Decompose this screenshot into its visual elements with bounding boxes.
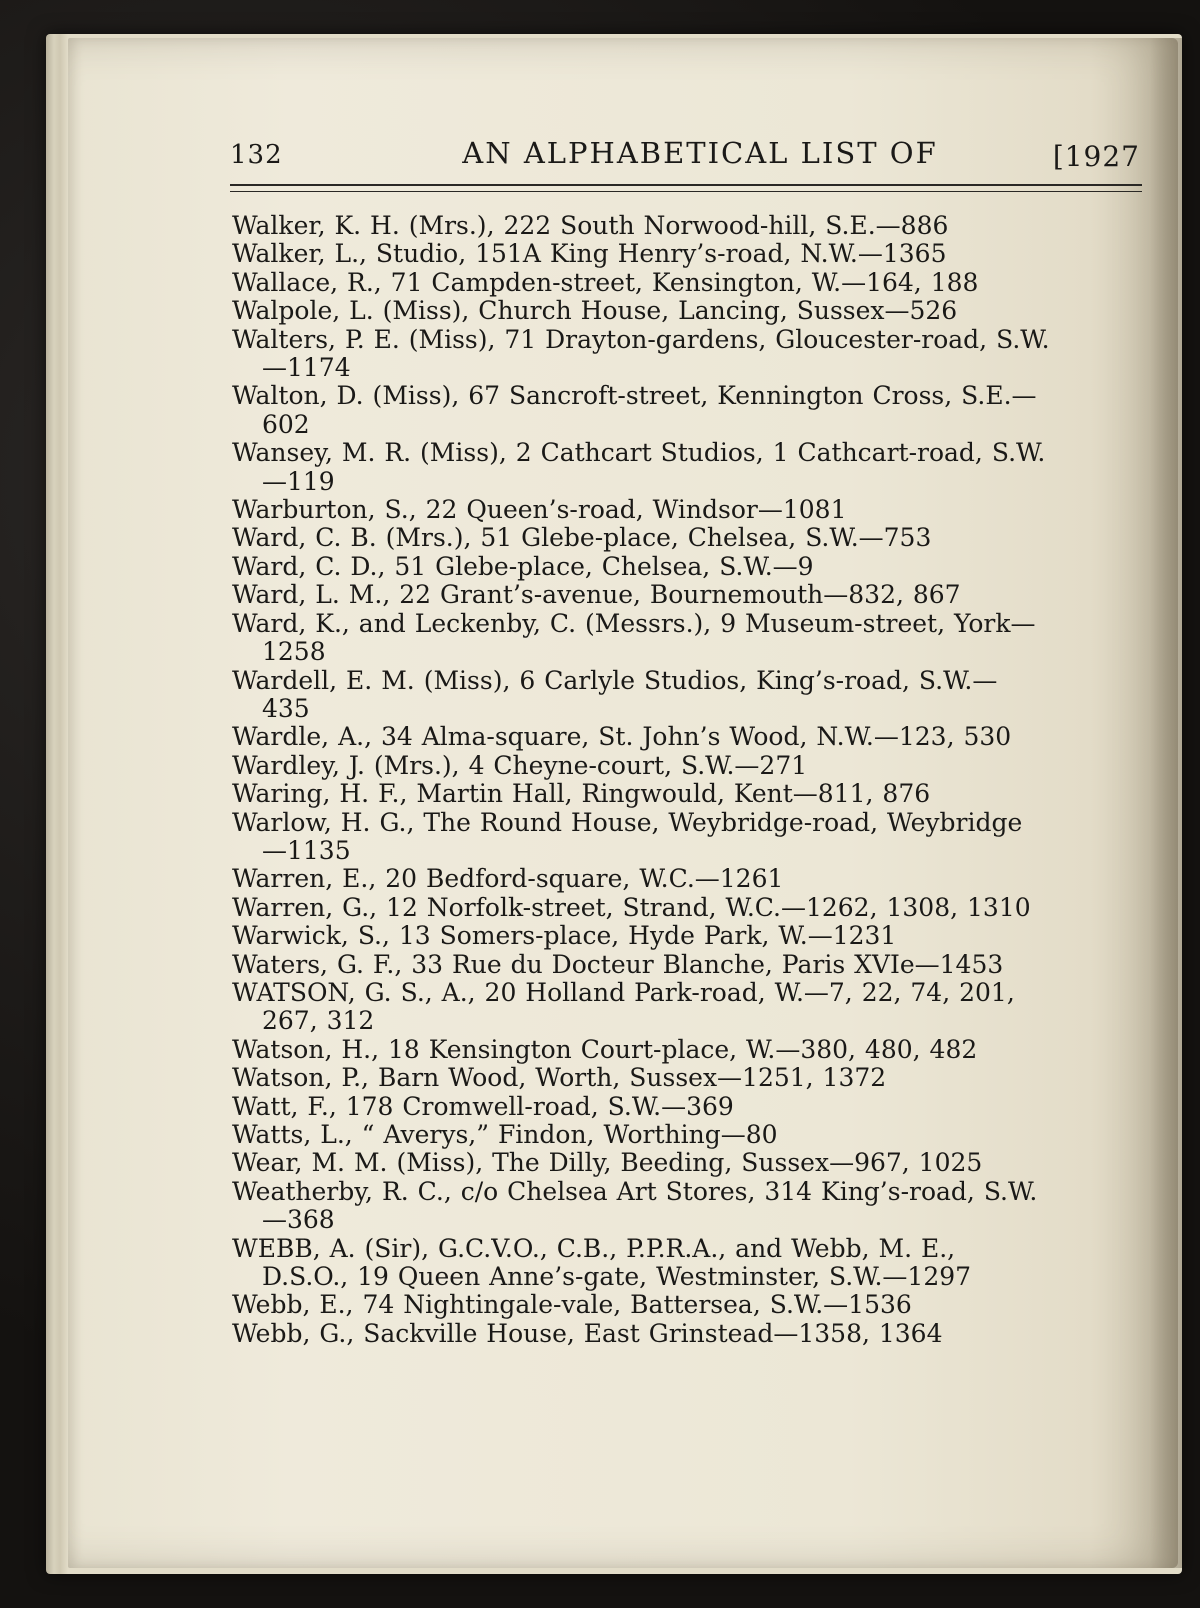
entry-continuation: 435 (262, 693, 310, 723)
entry-line: Webb, G., Sackville House, East Grinstead—1358, 1364 (232, 1318, 943, 1348)
entry-line: Ward, K., and Leckenby, C. (Messrs.), 9 Museum-street, York— (232, 608, 1036, 638)
list-item (232, 809, 1152, 866)
list-item (232, 326, 1152, 383)
entry-line: Warren, G., 12 Norfolk-street, Strand, W.C.—1262, 1308, 1310 (232, 892, 1031, 922)
entry-continuation: 602 (262, 409, 310, 439)
list-item (232, 951, 1152, 979)
entry-continuation: 267, 312 (262, 1006, 375, 1036)
entry-line: Waring, H. F., Martin Hall, Ringwould, Kent—811, 876 (232, 779, 931, 809)
entry-line: Walker, K. H. (Mrs.), 222 South Norwood-hill, S.E.—886 (232, 211, 949, 240)
entry-continuation: D.S.O., 19 Queen Anne’s-gate, Westminster, S.W.—1297 (262, 1262, 972, 1292)
list-item (232, 269, 1152, 297)
entry-line: Wardley, J. (Mrs.), 4 Cheyne-court, S.W.—271 (232, 750, 808, 780)
entry-line: Walpole, L. (Miss), Church House, Lancing, Sussex—526 (232, 296, 958, 326)
list-item (232, 581, 1152, 609)
entry-line: WATSON, G. S., A., 20 Holland Park-road, W.—7, 22, 74, 201, (232, 977, 1015, 1007)
page-header (230, 136, 1140, 180)
entry-line: Watson, H., 18 Kensington Court-place, W.—380, 480, 482 (232, 1034, 978, 1064)
list-item (232, 1291, 1152, 1319)
list-item (232, 1320, 1152, 1348)
entry-list (232, 212, 1152, 1348)
list-item (232, 922, 1152, 950)
list-item (232, 865, 1152, 893)
list-item (232, 553, 1152, 581)
list-item (232, 752, 1152, 780)
list-item (232, 496, 1152, 524)
entry-line: Webb, E., 74 Nightingale-vale, Battersea, S.W.—1536 (232, 1290, 912, 1320)
entry-line: Waters, G. F., 33 Rue du Docteur Blanche, Paris XVIe—1453 (232, 949, 1004, 979)
year-label: [1927 (1052, 140, 1140, 173)
list-item (232, 610, 1152, 667)
entry-line: Weatherby, R. C., c/o Chelsea Art Stores, 314 King’s-road, S.W. (232, 1176, 1038, 1206)
entry-line: Watson, P., Barn Wood, Worth, Sussex—1251, 1372 (232, 1063, 887, 1093)
list-item (232, 1178, 1152, 1235)
entry-line: Watts, L., “ Averys,” Findon, Worthing—80 (232, 1120, 778, 1149)
list-item (232, 1235, 1152, 1292)
list-item (232, 979, 1152, 1036)
list-item (232, 723, 1152, 751)
list-item (232, 1093, 1152, 1121)
list-item (232, 524, 1152, 552)
entry-line: Wardle, A., 34 Alma-square, St. John’s Wood, N.W.—123, 530 (232, 722, 1012, 752)
entry-line: Warburton, S., 22 Queen’s-road, Windsor—1081 (232, 495, 847, 525)
entry-line: Warlow, H. G., The Round House, Weybridge-road, Weybridge (232, 807, 1023, 837)
entry-continuation: —368 (262, 1205, 335, 1235)
entry-line: Walton, D. (Miss), 67 Sancroft-street, Kennington Cross, S.E.— (232, 381, 1037, 411)
list-item (232, 1036, 1152, 1064)
page-number: 132 (230, 140, 283, 170)
list-item (232, 894, 1152, 922)
entry-continuation: —1174 (262, 353, 351, 383)
list-item (232, 212, 1152, 240)
entry-continuation: —119 (262, 466, 335, 496)
entry-line: WEBB, A. (Sir), G.C.V.O., C.B., P.P.R.A., and Webb, M. E., (232, 1233, 956, 1263)
list-item (232, 667, 1152, 724)
entry-continuation: 1258 (262, 637, 326, 667)
list-item (232, 382, 1152, 439)
entry-continuation: —1135 (262, 835, 351, 865)
entry-line: Walker, L., Studio, 151A King Henry’s-road, N.W.—1365 (232, 239, 947, 269)
entry-line: Ward, L. M., 22 Grant’s-avenue, Bournemouth—832, 867 (232, 580, 961, 610)
running-title: AN ALPHABETICAL LIST OF (462, 136, 938, 170)
list-item (232, 1121, 1152, 1149)
entry-line: Wear, M. M. (Miss), The Dilly, Beeding, Sussex—967, 1025 (232, 1148, 983, 1178)
entry-line: Wansey, M. R. (Miss), 2 Cathcart Studios, 1 Cathcart-road, S.W. (232, 438, 1046, 468)
entry-line: Watt, F., 178 Cromwell-road, S.W.—369 (232, 1091, 734, 1121)
list-item (232, 297, 1152, 325)
entry-line: Ward, C. D., 51 Glebe-place, Chelsea, S.W.—9 (232, 551, 814, 581)
entry-line: Warwick, S., 13 Somers-place, Hyde Park, W.—1231 (232, 921, 897, 951)
header-rule-thick (230, 184, 1142, 186)
book-binding-shadow (1150, 38, 1182, 1568)
entry-line: Warren, E., 20 Bedford-square, W.C.—1261 (232, 864, 784, 894)
list-item (232, 1149, 1152, 1177)
entry-line: Wardell, E. M. (Miss), 6 Carlyle Studios, King’s-road, S.W.— (232, 665, 998, 695)
list-item (232, 439, 1152, 496)
list-item (232, 1064, 1152, 1092)
header-rule-thin (230, 191, 1142, 192)
entry-line: Wallace, R., 71 Campden-street, Kensington, W.—164, 188 (232, 267, 979, 297)
list-item (232, 240, 1152, 268)
entry-line: Walters, P. E. (Miss), 71 Drayton-gardens, Gloucester-road, S.W. (232, 324, 1050, 354)
list-item (232, 780, 1152, 808)
entry-line: Ward, C. B. (Mrs.), 51 Glebe-place, Chelsea, S.W.—753 (232, 523, 932, 553)
